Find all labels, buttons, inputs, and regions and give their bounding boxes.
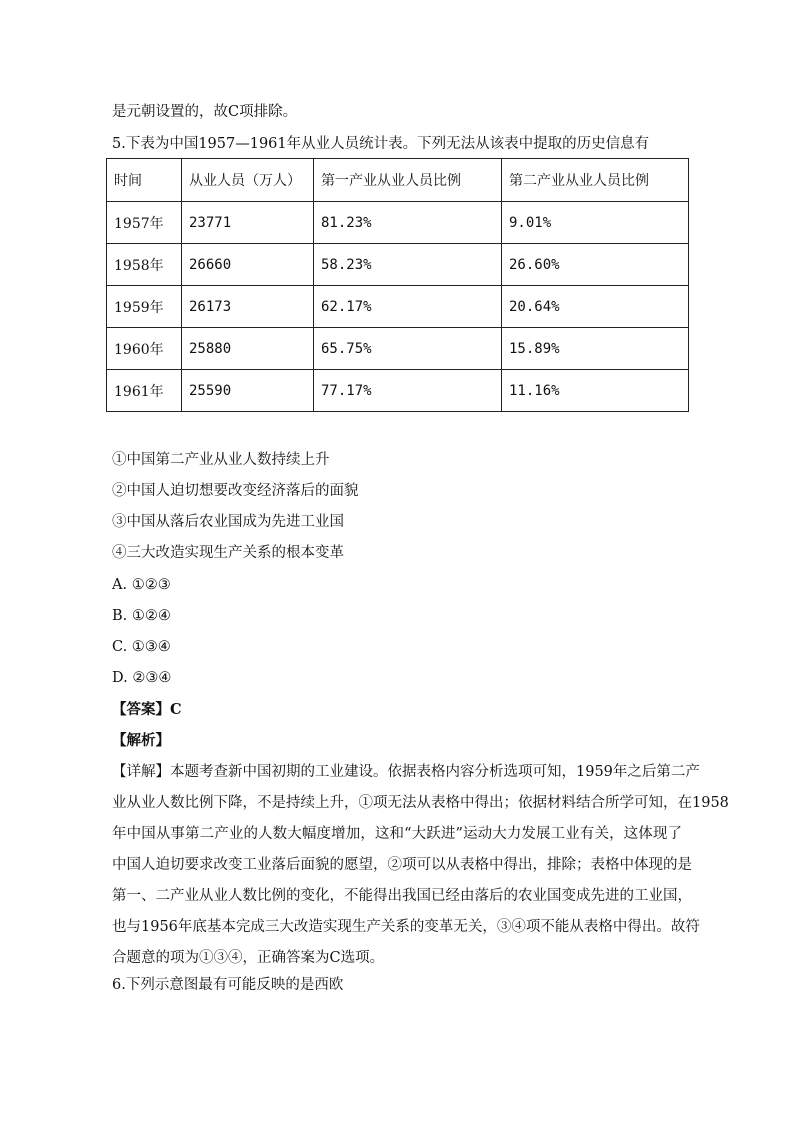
table-cell: 11.16% <box>502 370 689 412</box>
table-header: 第一产业从业人员比例 <box>314 159 502 202</box>
question-5-stem: 5.下表为中国1957—1961年从业人员统计表。下列无法从该表中提取的历史信息有 <box>112 136 650 152</box>
option-c: C. ①③④ <box>112 639 171 655</box>
table-header-row <box>107 159 689 202</box>
explanation-line: 也与1956年底基本完成三大改造实现生产关系的变革无关，③④项不能从表格中得出。故符 <box>112 919 700 935</box>
table-cell: 23771 <box>182 202 314 244</box>
table-cell-year: 1960年 <box>107 328 182 370</box>
table-cell: 26.60% <box>502 244 689 286</box>
analysis-label: 【解析】 <box>112 732 170 749</box>
table-cell-year: 1957年 <box>107 202 182 244</box>
table-header: 时间 <box>107 159 182 202</box>
question-6-stem: 6.下列示意图最有可能反映的是西欧 <box>112 977 344 993</box>
table-row <box>107 286 689 328</box>
table-cell: 26660 <box>182 244 314 286</box>
table-row <box>107 370 689 412</box>
table-cell: 65.75% <box>314 328 502 370</box>
table-cell: 9.01% <box>502 202 689 244</box>
option-a: A. ①②③ <box>112 577 171 593</box>
table-cell: 25590 <box>182 370 314 412</box>
table-cell: 77.17% <box>314 370 502 412</box>
explanation-line: 合题意的项为①③④，正确答案为C选项。 <box>112 950 385 966</box>
explanation-line: 【详解】本题考查新中国初期的工业建设。依据表格内容分析选项可知，1959年之后第二产 <box>112 764 700 780</box>
table-cell: 58.23% <box>314 244 502 286</box>
table-cell-year: 1959年 <box>107 286 182 328</box>
option-b: B. ①②④ <box>112 608 171 624</box>
explanation-line: 业从业人数比例下降，不是持续上升，①项无法从表格中得出；依据材料结合所学可知，在1958 <box>112 795 729 811</box>
table-row <box>107 244 689 286</box>
intro-line: 是元朝设置的，故C项排除。 <box>112 104 298 120</box>
answer-label: 【答案】C <box>112 701 182 718</box>
table-header: 从业人员（万人） <box>182 159 314 202</box>
table-cell: 20.64% <box>502 286 689 328</box>
explanation-paragraph <box>112 757 729 974</box>
table-cell: 25880 <box>182 328 314 370</box>
explanation-line: 年中国从事第二产业的人数大幅度增加，这和“大跃进”运动大力发展工业有关，这体现了 <box>112 826 682 842</box>
table-row <box>107 202 689 244</box>
employment-table <box>106 158 689 412</box>
table-cell: 62.17% <box>314 286 502 328</box>
statement-1: ①中国第二产业从业人数持续上升 <box>112 452 330 468</box>
table-header: 第二产业从业人员比例 <box>502 159 689 202</box>
table-cell: 81.23% <box>314 202 502 244</box>
statement-2: ②中国人迫切想要改变经济落后的面貌 <box>112 483 359 499</box>
table-cell: 15.89% <box>502 328 689 370</box>
table-cell-year: 1961年 <box>107 370 182 412</box>
statement-4: ④三大改造实现生产关系的根本变革 <box>112 545 344 561</box>
table-cell: 26173 <box>182 286 314 328</box>
option-d: D. ②③④ <box>112 670 172 686</box>
table-row <box>107 328 689 370</box>
table-cell-year: 1958年 <box>107 244 182 286</box>
statement-3: ③中国从落后农业国成为先进工业国 <box>112 514 344 530</box>
explanation-line: 中国人迫切要求改变工业落后面貌的愿望，②项可以从表格中得出，排除；表格中体现的是 <box>112 857 692 873</box>
explanation-line: 第一、二产业从业人数比例的变化，不能得出我国已经由落后的农业国变成先进的工业国， <box>112 888 692 904</box>
